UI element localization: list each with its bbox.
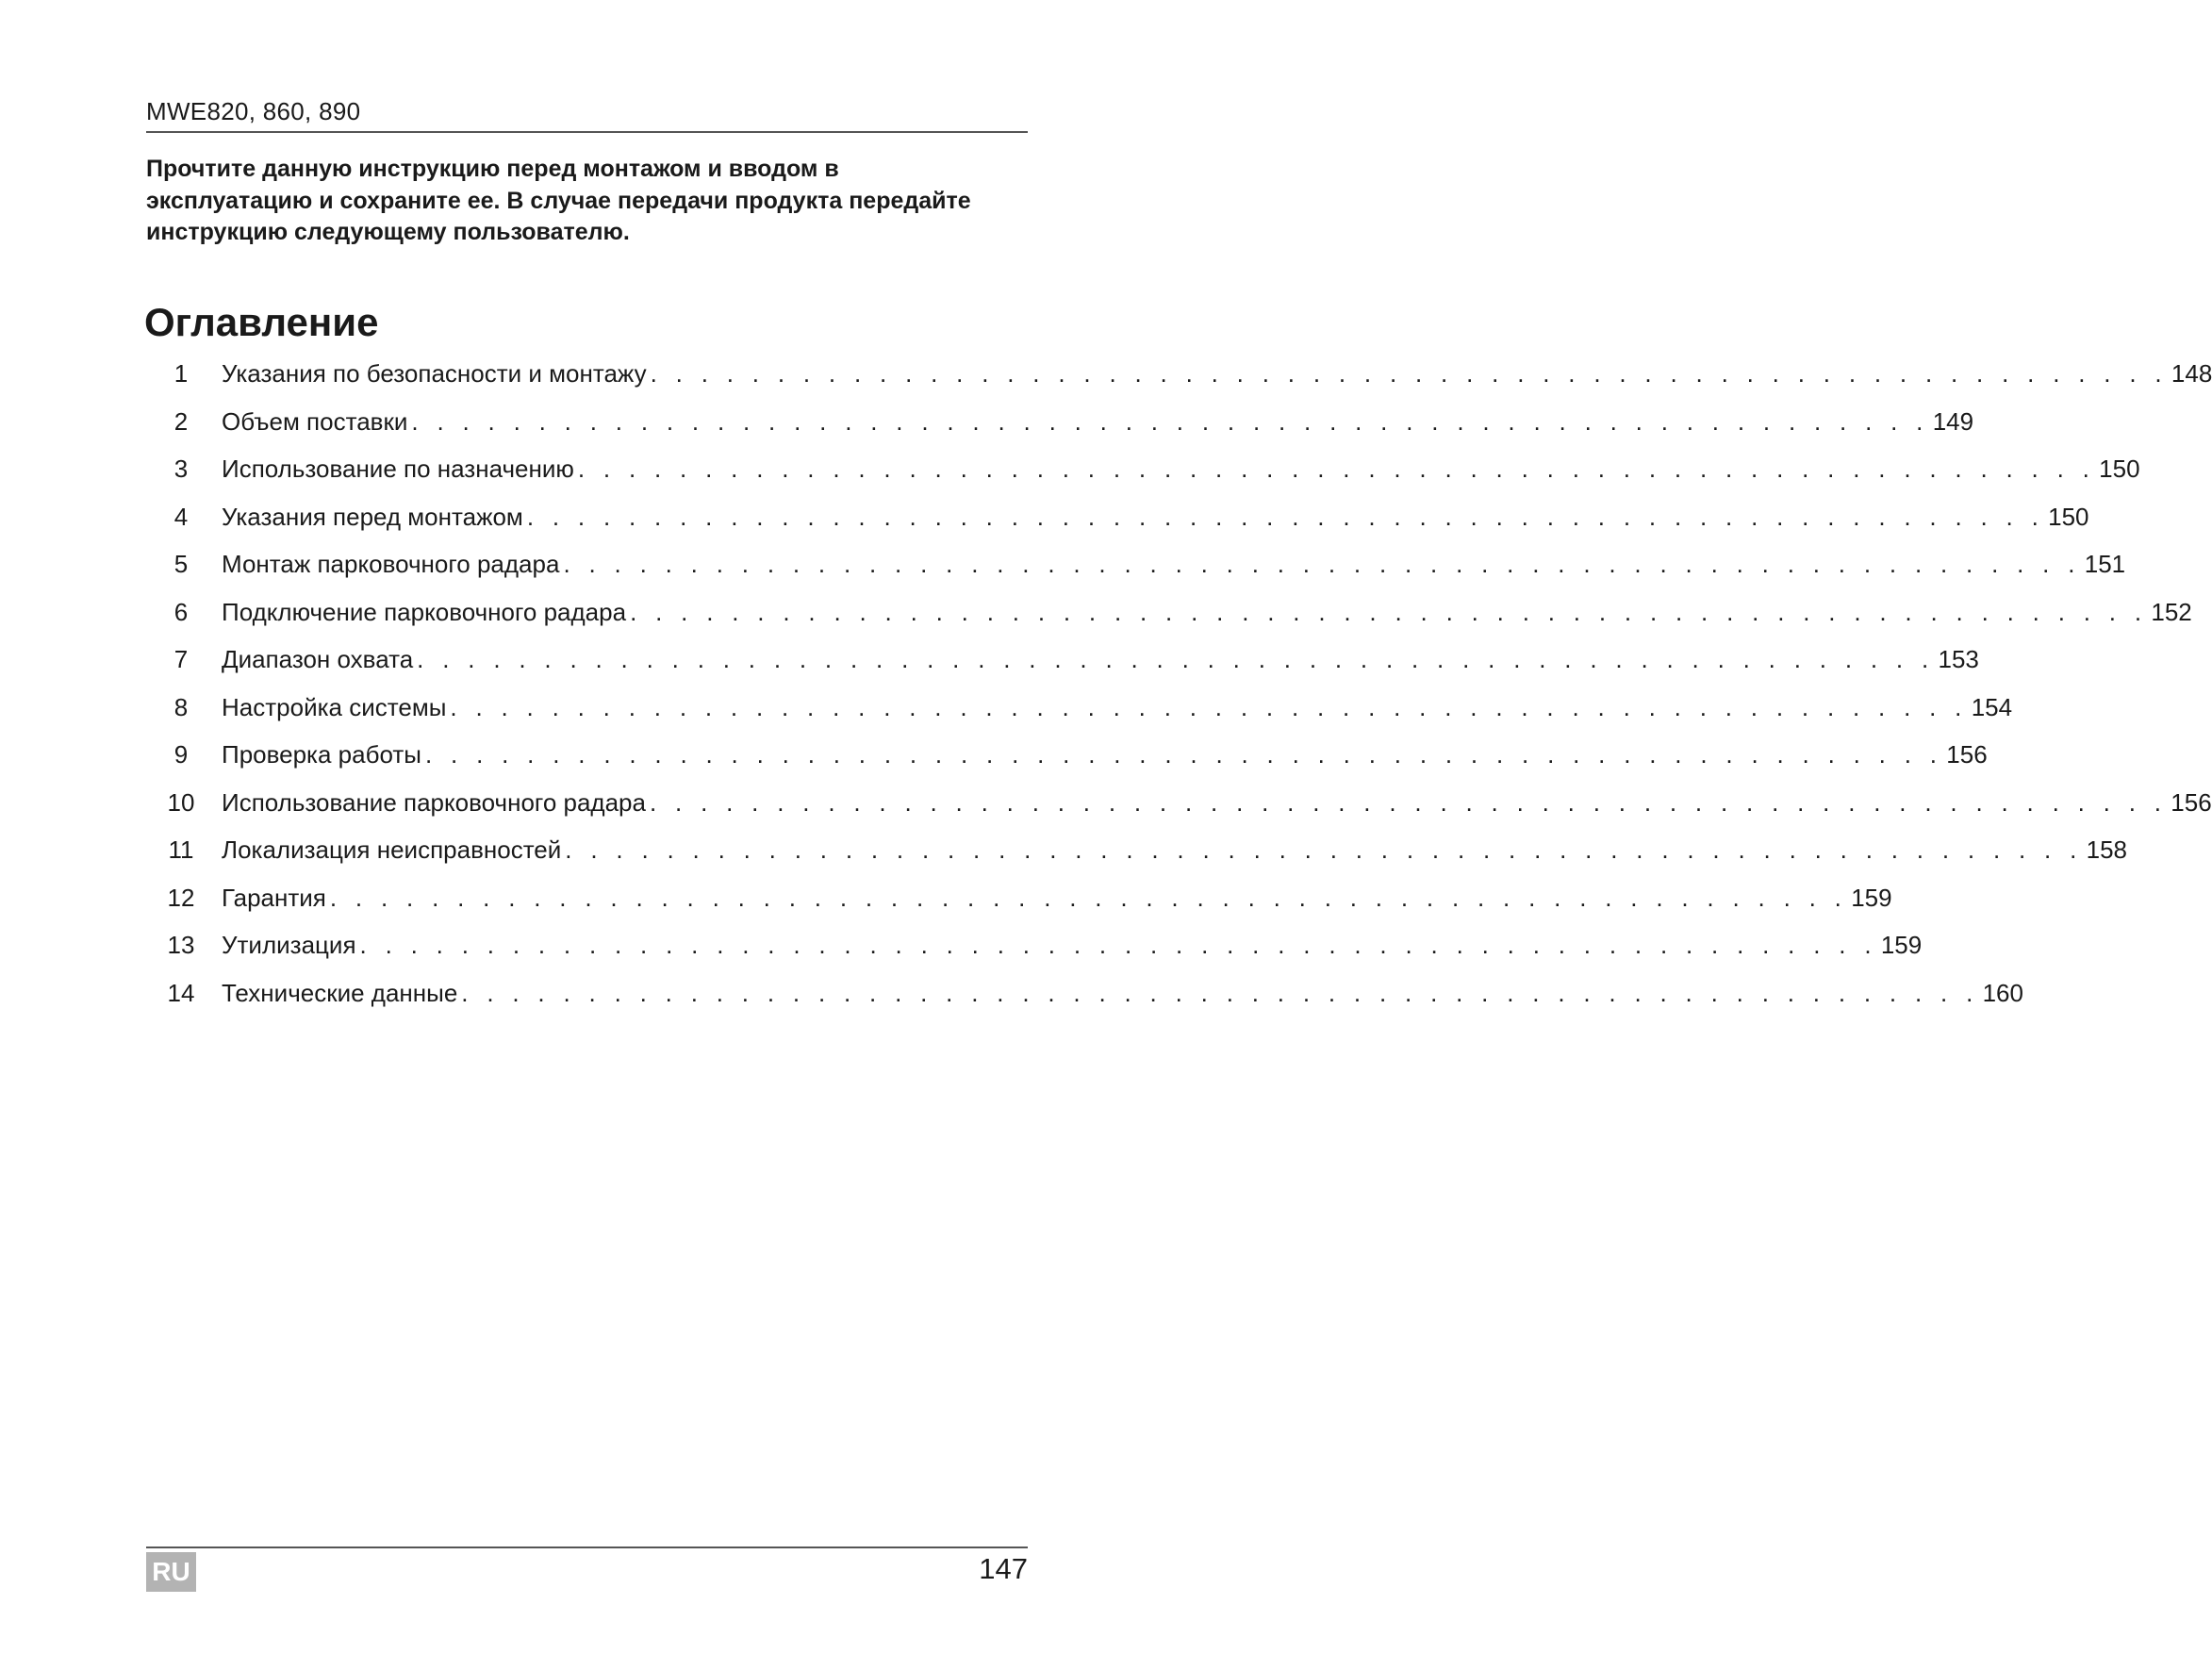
toc-entry-title: Указания перед монтажом [222, 502, 523, 531]
toc-entry-page: 148 [2171, 359, 2212, 388]
toc-entry-page: 160 [1982, 978, 2023, 1007]
language-badge: RU [146, 1552, 196, 1592]
toc-entry-title: Утилизация [222, 931, 356, 959]
toc-entry-title: Проверка работы [222, 740, 421, 769]
toc-entry-page: 153 [1938, 645, 1979, 673]
toc-dot-leader: . . . . . . . . . . . . . . . . . . . . . . . . . . . . . . . . . . . . . . . . . . . . . . . . . . . . . . . . . . . . [577, 455, 2096, 483]
toc-entry-number: 12 [167, 883, 195, 912]
toc-entry-number: 9 [173, 740, 189, 769]
toc-entry-page: 150 [2099, 455, 2140, 483]
toc-entry-title: Подключение парковочного радара [222, 597, 627, 626]
toc-entry-page: 150 [2048, 502, 2089, 531]
toc-entry-number: 1 [173, 359, 189, 388]
footer-divider [146, 1546, 1028, 1548]
toc-entry-number: 11 [168, 835, 194, 864]
toc-entry-number: 3 [173, 455, 189, 483]
toc-dot-leader: . . . . . . . . . . . . . . . . . . . . . . . . . . . . . . . . . . . . . . . . . . . . . . . . . . . . . . . . . . . . [450, 692, 1968, 721]
toc-heading: Оглавление [144, 300, 379, 344]
toc-entry[interactable] [146, 455, 2140, 503]
toc-entry[interactable] [146, 931, 1923, 979]
toc-entry-page: 158 [2086, 835, 2127, 864]
intro-notice: Прочтите данную инструкцию перед монтажом и вводом в эксплуатацию и сохраните ее. В случае передачи продукта передайте инструкцию следующему пользователю. [146, 156, 971, 245]
toc-entry-title: Технические данные [222, 978, 458, 1007]
toc-dot-leader: . . . . . . . . . . . . . . . . . . . . . . . . . . . . . . . . . . . . . . . . . . . . . . . . . . . . . . . . . . . . [563, 550, 2081, 578]
toc-entry[interactable] [146, 787, 2212, 836]
toc-entry-title: Указания по безопасности и монтажу [222, 359, 647, 388]
toc-entry-number: 14 [167, 978, 195, 1007]
toc-entry-number: 4 [173, 502, 189, 531]
toc-entry-title: Гарантия [222, 883, 326, 912]
toc-entry[interactable] [146, 406, 1974, 455]
toc-entry-page: 156 [1946, 740, 1988, 769]
toc-dot-leader: . . . . . . . . . . . . . . . . . . . . . . . . . . . . . . . . . . . . . . . . . . . . . . . . . . . . . . . . . . . . [630, 597, 2148, 626]
toc-dot-leader: . . . . . . . . . . . . . . . . . . . . . . . . . . . . . . . . . . . . . . . . . . . . . . . . . . . . . . . . . . . . [650, 359, 2168, 388]
page-number: 147 [979, 1552, 1028, 1585]
toc-entry-title: Объем поставки [222, 406, 408, 436]
toc-entry[interactable] [146, 645, 1979, 693]
table-of-contents [146, 359, 2212, 1026]
toc-entry-number: 6 [173, 597, 189, 626]
toc-entry-title: Настройка системы [222, 692, 447, 721]
toc-dot-leader: . . . . . . . . . . . . . . . . . . . . . . . . . . . . . . . . . . . . . . . . . . . . . . . . . . . . . . . . . . . . [417, 645, 1935, 673]
toc-dot-leader: . . . . . . . . . . . . . . . . . . . . . . . . . . . . . . . . . . . . . . . . . . . . . . . . . . . . . . . . . . . . [649, 787, 2168, 817]
toc-entry-title: Локализация неисправностей [222, 835, 562, 864]
toc-entry-page: 159 [1851, 883, 1892, 912]
toc-entry[interactable] [146, 502, 2089, 551]
toc-entry[interactable] [146, 835, 2127, 884]
toc-entry[interactable] [146, 692, 2013, 741]
toc-entry-title: Использование по назначению [222, 455, 574, 483]
toc-entry-page: 149 [1932, 406, 1974, 436]
toc-dot-leader: . . . . . . . . . . . . . . . . . . . . . . . . . . . . . . . . . . . . . . . . . . . . . . . . . . . . . . . . . . . . [461, 978, 1979, 1007]
toc-entry[interactable] [146, 978, 2023, 1027]
toc-entry-number: 13 [167, 931, 195, 959]
header-divider [146, 131, 1028, 133]
toc-entry[interactable] [146, 740, 1988, 788]
toc-entry-page: 156 [2171, 787, 2212, 817]
toc-entry[interactable] [146, 883, 1892, 932]
toc-entry-page: 151 [2084, 550, 2126, 578]
toc-entry-page: 154 [1971, 692, 2013, 721]
toc-entry-page: 152 [2151, 597, 2192, 626]
toc-entry-title: Монтаж парковочного радара [222, 550, 560, 578]
toc-entry-number: 8 [173, 692, 189, 721]
toc-entry-number: 10 [167, 787, 195, 817]
toc-entry[interactable] [146, 359, 2212, 407]
toc-entry-page: 159 [1880, 931, 1923, 959]
toc-entry[interactable] [146, 597, 2192, 646]
toc-entry[interactable] [146, 550, 2126, 598]
toc-entry-title: Диапазон охвата [222, 645, 414, 673]
toc-entry-number: 5 [173, 550, 189, 578]
toc-dot-leader: . . . . . . . . . . . . . . . . . . . . . . . . . . . . . . . . . . . . . . . . . . . . . . . . . . . . . . . . . . . . [565, 835, 2083, 864]
toc-dot-leader: . . . . . . . . . . . . . . . . . . . . . . . . . . . . . . . . . . . . . . . . . . . . . . . . . . . . . . . . . . . . [424, 740, 1943, 769]
toc-entry-number: 7 [173, 645, 189, 673]
toc-entry-title: Использование парковочного радара [222, 787, 646, 817]
toc-entry-number: 2 [173, 406, 189, 436]
toc-dot-leader: . . . . . . . . . . . . . . . . . . . . . . . . . . . . . . . . . . . . . . . . . . . . . . . . . . . . . . . . . . . . [329, 883, 1848, 912]
header-model: MWE820, 860, 890 [146, 97, 361, 125]
toc-dot-leader: . . . . . . . . . . . . . . . . . . . . . . . . . . . . . . . . . . . . . . . . . . . . . . . . . . . . . . . . . . . . [411, 406, 1929, 436]
toc-dot-leader: . . . . . . . . . . . . . . . . . . . . . . . . . . . . . . . . . . . . . . . . . . . . . . . . . . . . . . . . . . . . [526, 502, 2045, 531]
toc-dot-leader: . . . . . . . . . . . . . . . . . . . . . . . . . . . . . . . . . . . . . . . . . . . . . . . . . . . . . . . . . . . . [359, 931, 1877, 959]
